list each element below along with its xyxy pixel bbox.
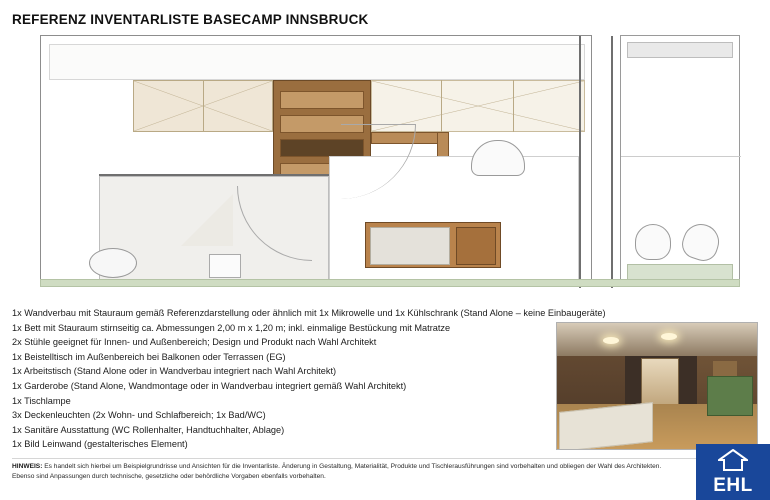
floorplan-figure xyxy=(40,35,740,287)
floorplan-canvas xyxy=(40,35,740,287)
footnote-label: HINWEIS: xyxy=(12,463,43,470)
shower-corner xyxy=(181,194,233,246)
photo-green-panel xyxy=(707,376,753,416)
facade-wall-outer xyxy=(611,36,613,288)
shelf xyxy=(280,91,364,109)
shower-tray xyxy=(471,140,525,176)
balcony-door-line xyxy=(621,156,741,157)
page-title: REFERENZ INVENTARLISTE BASECAMP INNSBRUCK xyxy=(12,12,369,27)
list-item: 1x Bild Leinwand (gestalterisches Element) xyxy=(12,439,188,450)
list-item: 3x Deckenleuchten (2x Wohn- und Schlafbereich; 1x Bad/WC) xyxy=(12,410,266,421)
list-item: 1x Beistelltisch im Außenbereich bei Balkonen oder Terrassen (EG) xyxy=(12,351,286,362)
bed-with-storage xyxy=(365,222,501,268)
terrace-strip xyxy=(40,279,740,287)
footnote-line-2: Ebenso sind Anpassungen durch technische, gesetzliche oder behördliche Vorgaben ebenfalls vorbehalten. xyxy=(12,473,326,480)
balcony-area xyxy=(620,35,740,287)
list-item: 1x Bett mit Stauraum stirnseitig ca. Abmessungen 2,00 m x 1,20 m; inkl. einmalige Bestückung mit Matratze xyxy=(12,322,451,333)
cabinet-divider xyxy=(203,80,204,132)
footnote-line-1: Es handelt sich hierbei um Beispielgrundrisse und Ansichten für die Inventarliste. Änderung in Gestaltung, Materialität, Produkte und Tischlerausführungen sind vorbehalten und obliegen der Wahl des Architekten. xyxy=(44,463,662,470)
footnote xyxy=(12,462,712,482)
photo-bed xyxy=(559,402,653,450)
washbasin xyxy=(89,248,137,278)
balcony-railing-top xyxy=(627,42,733,58)
list-item: 2x Stühle geeignet für Innen- und Außenbereich; Design und Produkt nach Wahl Architekt xyxy=(12,337,377,348)
corridor-band xyxy=(49,44,585,80)
balcony-planter xyxy=(627,264,733,280)
ceiling-light-icon xyxy=(603,337,619,344)
bed-headboard-storage xyxy=(456,227,496,265)
logo-text: EHL xyxy=(713,475,753,496)
footer-divider xyxy=(12,458,752,459)
apartment-outline xyxy=(40,35,592,287)
outdoor-chair xyxy=(678,219,723,264)
cabinet-divider xyxy=(513,80,514,132)
ceiling-light-icon xyxy=(661,333,677,340)
reference-photo xyxy=(556,322,758,450)
wc-fixture xyxy=(209,254,241,278)
inventory-list xyxy=(12,306,606,452)
mattress xyxy=(370,227,450,265)
facade-wall-inner xyxy=(579,36,581,288)
photo-ceiling xyxy=(557,323,757,356)
house-icon xyxy=(718,449,748,471)
list-item: 1x Wandverbau mit Stauraum gemäß Referenzdarstellung oder ähnlich mit 1x Mikrowelle und 1x Kühlschrank (Stand Alone – keine Einbaugeräte) xyxy=(12,308,606,318)
ehl-logo xyxy=(696,444,770,500)
cabinet-divider xyxy=(441,80,442,132)
list-item: 1x Sanitäre Ausstattung (WC Rollenhalter, Handtuchhalter, Ablage) xyxy=(12,424,285,435)
list-item: 1x Garderobe (Stand Alone, Wandmontage oder in Wandverbau integriert gemäß Wahl Architekt) xyxy=(12,380,407,391)
list-item: 1x Tischlampe xyxy=(12,395,71,406)
outdoor-chair xyxy=(635,224,671,260)
list-item: 1x Arbeitstisch (Stand Alone oder in Wandverbau integriert nach Wahl Architekt) xyxy=(12,366,337,377)
